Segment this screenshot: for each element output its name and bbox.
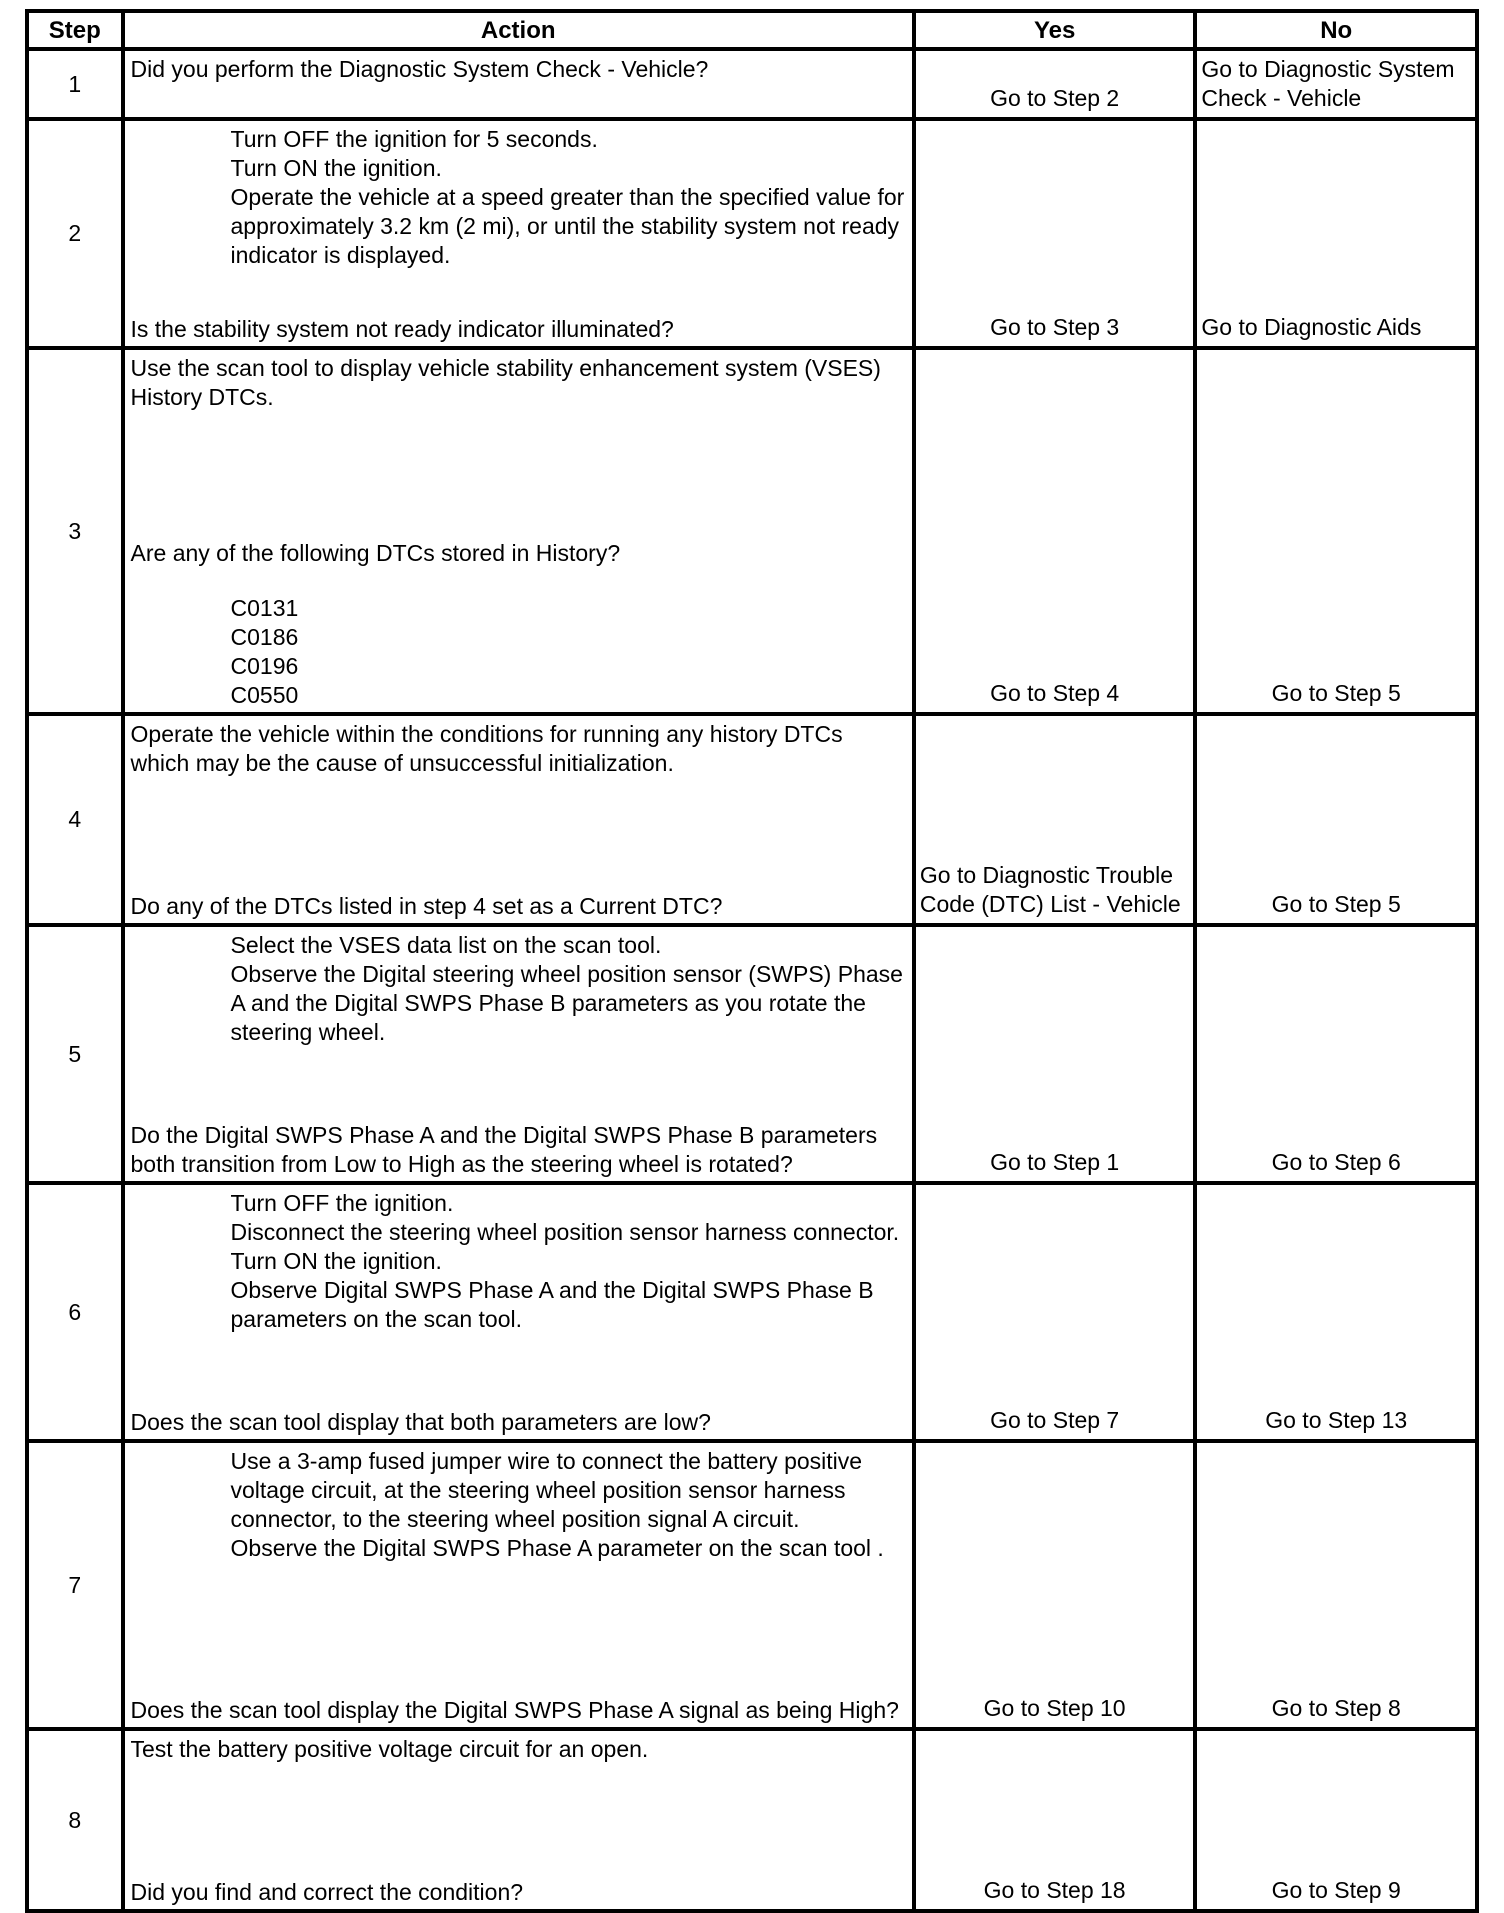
question-text: Did you perform the Diagnostic System Check - Vehicle? [130,56,709,82]
dtc-code: C0550 [230,682,299,708]
table-row [27,348,1477,714]
yes-link[interactable]: Go to Step 18 [914,1729,1196,1911]
no-link[interactable]: Go to Step 8 [1195,1441,1477,1729]
instruction-item: Turn OFF the ignition for 5 seconds. [230,126,598,152]
no-link[interactable]: Go to Diagnostic System Check - Vehicle [1195,49,1477,119]
no-link[interactable]: Go to Step 5 [1195,348,1477,714]
step-number: 4 [27,714,123,925]
dtc-code: C0196 [230,653,299,679]
header-action: Action [123,11,914,49]
question-text: Do any of the DTCs listed in step 4 set as a Current DTC? [130,893,723,919]
header-yes: Yes [914,11,1196,49]
no-link[interactable]: Go to Diagnostic Aids [1195,119,1477,348]
header-no: No [1195,11,1477,49]
instruction-item: Turn ON the ignition. [230,1248,442,1274]
instruction-item: Turn OFF the ignition. [230,1190,454,1216]
table-row [27,119,1477,348]
action-cell [123,714,914,925]
instruction-item: Operate the vehicle at a speed greater than the specified value for approximately 3.2 km (2 mi), or until the stability system not ready indicator is displayed. [230,184,905,268]
no-link[interactable]: Go to Step 9 [1195,1729,1477,1911]
instruction-item: Use a 3-amp fused jumper wire to connect the battery positive voltage circuit, at the steering wheel position sensor harness connector, to the steering wheel position signal A circuit. [230,1448,863,1532]
table-row [27,925,1477,1183]
question-text: Does the scan tool display the Digital SWPS Phase A signal as being High? [130,1697,899,1723]
question-text: Do the Digital SWPS Phase A and the Digital SWPS Phase B parameters both transition from Low to High as the steering wheel is rotated? [130,1122,878,1177]
step-number: 1 [27,49,123,119]
step-number: 8 [27,1729,123,1911]
action-cell [123,1183,914,1441]
yes-link[interactable]: Go to Step 10 [914,1441,1196,1729]
no-link[interactable]: Go to Step 6 [1195,925,1477,1183]
table-row [27,49,1477,119]
action-cell [123,119,914,348]
step-number: 3 [27,348,123,714]
yes-link[interactable]: Go to Diagnostic Trouble Code (DTC) List - Vehicle [914,714,1196,925]
action-cell [123,1729,914,1911]
step-number: 6 [27,1183,123,1441]
instruction-text: Operate the vehicle within the conditions for running any history DTCs which may be the cause of unsuccessful initialization. [130,721,843,776]
instruction-item: Observe the Digital SWPS Phase A parameter on the scan tool . [230,1535,884,1561]
table-row [27,1183,1477,1441]
step-number: 2 [27,119,123,348]
instruction-text: Use the scan tool to display vehicle stability enhancement system (VSES) History DTCs. [130,355,881,410]
diagnostic-table [25,9,1479,1913]
dtc-code: C0186 [230,624,299,650]
instruction-item: Observe the Digital steering wheel position sensor (SWPS) Phase A and the Digital SWPS Phase B parameters as you rotate the steering wheel. [230,961,903,1045]
header-step: Step [27,11,123,49]
action-cell [123,925,914,1183]
yes-link[interactable]: Go to Step 7 [914,1183,1196,1441]
no-link[interactable]: Go to Step 5 [1195,714,1477,925]
yes-link[interactable]: Go to Step 2 [914,49,1196,119]
question-text: Is the stability system not ready indicator illuminated? [130,316,674,342]
yes-link[interactable]: Go to Step 1 [914,925,1196,1183]
step-number: 7 [27,1441,123,1729]
action-cell [123,49,914,119]
instruction-item: Observe Digital SWPS Phase A and the Digital SWPS Phase B parameters on the scan tool. [230,1277,874,1332]
instruction-item: Select the VSES data list on the scan tool. [230,932,662,958]
header-row [27,11,1477,49]
yes-link[interactable]: Go to Step 3 [914,119,1196,348]
instruction-item: Disconnect the steering wheel position sensor harness connector. [230,1219,900,1245]
step-number: 5 [27,925,123,1183]
table-row [27,1441,1477,1729]
instruction-item: Turn ON the ignition. [230,155,442,181]
question-text: Does the scan tool display that both parameters are low? [130,1409,711,1435]
question-text: Are any of the following DTCs stored in History? [130,540,621,566]
instruction-text: Test the battery positive voltage circuit for an open. [130,1736,649,1762]
yes-link[interactable]: Go to Step 4 [914,348,1196,714]
action-cell [123,348,914,714]
action-cell [123,1441,914,1729]
question-text: Did you find and correct the condition? [130,1879,524,1905]
table-row [27,714,1477,925]
dtc-code: C0131 [230,595,299,621]
table-row [27,1729,1477,1911]
no-link[interactable]: Go to Step 13 [1195,1183,1477,1441]
